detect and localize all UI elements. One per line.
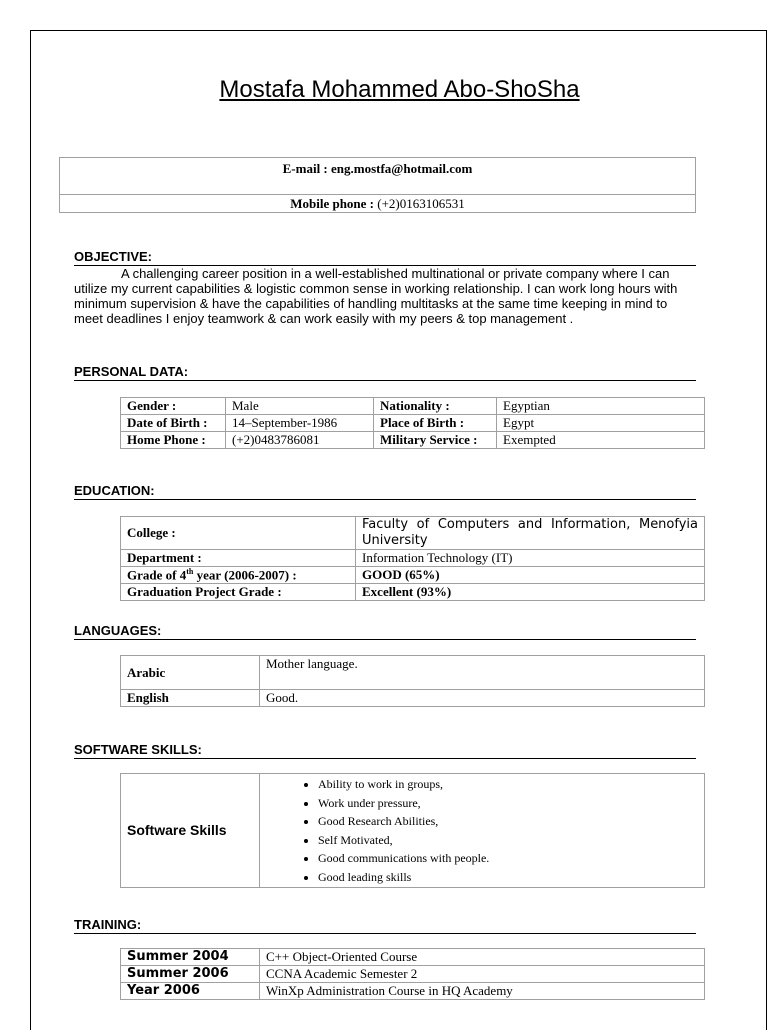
- grade-label-main: Grade of 4: [127, 567, 187, 583]
- language-level: Mother language.: [260, 656, 705, 690]
- objective-text: A challenging career position in a well-established multinational or private company where I can utilize my current capabilities & logistic common sense in working relationship. I can work long hours with minimum supervision & have the capabilities of handling multitasks at the same time keeping in mind to meet deadlines I enjoy teamwork & can work easily with my peers & top management .: [74, 266, 678, 326]
- gender-label: Gender :: [121, 398, 226, 415]
- page-title: Mostafa Mohammed Abo-ShoSha: [219, 76, 580, 103]
- department-label: Department :: [121, 550, 356, 567]
- list-item: • Good communications with people.: [318, 849, 698, 868]
- training-heading: TRAINING:: [74, 917, 696, 934]
- table-row: [121, 983, 705, 1000]
- email-label: E-mail :: [282, 161, 328, 176]
- list-item: • Ability to work in groups,: [318, 775, 698, 794]
- military-value: Exempted: [497, 432, 705, 449]
- software-skills-list: [266, 775, 698, 887]
- software-skills-list-cell: [260, 774, 705, 888]
- pob-value: Egypt: [497, 415, 705, 432]
- training-date: Summer 2004: [121, 949, 260, 966]
- home-phone-value: (+2)0483786081: [226, 432, 374, 449]
- table-row: [121, 949, 705, 966]
- email-row: [60, 158, 695, 195]
- languages-heading: LANGUAGES:: [74, 623, 696, 640]
- training-date: Year 2006: [121, 983, 260, 1000]
- training-course: CCNA Academic Semester 2: [260, 966, 705, 983]
- nationality-value: Egyptian: [497, 398, 705, 415]
- software-skills-label: Software Skills: [121, 774, 260, 888]
- software-skills-heading: SOFTWARE SKILLS:: [74, 742, 696, 759]
- grade-label-rest: year (2006-2007) :: [193, 567, 297, 583]
- software-skills-table: [120, 773, 705, 888]
- phone-row: [60, 194, 695, 213]
- training-course: C++ Object-Oriented Course: [260, 949, 705, 966]
- project-value: Excellent (93%): [356, 584, 705, 601]
- table-row: [121, 774, 705, 888]
- department-value: Information Technology (IT): [356, 550, 705, 567]
- personal-data-heading: PERSONAL DATA:: [74, 364, 696, 381]
- table-row: [121, 656, 705, 690]
- table-row: [121, 584, 705, 601]
- home-phone-label: Home Phone :: [121, 432, 226, 449]
- military-label: Military Service :: [374, 432, 497, 449]
- grade-label: [121, 567, 356, 584]
- list-item: • Self Motivated,: [318, 831, 698, 850]
- phone-value: (+2)0163106531: [377, 196, 465, 211]
- training-course: WinXp Administration Course in HQ Academy: [260, 983, 705, 1000]
- college-value: Faculty of Computers and Information, Menofyia University: [356, 517, 705, 550]
- dob-label: Date of Birth :: [121, 415, 226, 432]
- education-heading: EDUCATION:: [74, 483, 696, 500]
- language-name: Arabic: [121, 656, 260, 690]
- training-table: [120, 948, 705, 1000]
- languages-table: [120, 655, 705, 707]
- grade-label-sup: th: [186, 567, 194, 576]
- list-item: • Good leading skills: [318, 868, 698, 887]
- language-level: Good.: [260, 690, 705, 707]
- email-value: eng.mostfa@hotmail.com: [331, 161, 473, 176]
- gender-value: Male: [226, 398, 374, 415]
- personal-data-table: [120, 397, 705, 449]
- nationality-label: Nationality :: [374, 398, 497, 415]
- training-date: Summer 2006: [121, 966, 260, 983]
- project-label: Graduation Project Grade :: [121, 584, 356, 601]
- list-item: • Good Research Abilities,: [318, 812, 698, 831]
- contact-box: [59, 157, 696, 213]
- grade-value: GOOD (65%): [356, 567, 705, 584]
- college-label: College :: [121, 517, 356, 550]
- table-row: [121, 415, 705, 432]
- table-row: [121, 550, 705, 567]
- phone-label: Mobile phone :: [290, 196, 375, 211]
- table-row: [121, 690, 705, 707]
- table-row: [121, 517, 705, 550]
- education-table: [120, 516, 705, 601]
- pob-label: Place of Birth :: [374, 415, 497, 432]
- objective-heading: OBJECTIVE:: [74, 249, 696, 266]
- table-row: [121, 398, 705, 415]
- table-row: [121, 567, 705, 584]
- table-row: [121, 432, 705, 449]
- list-item: • Work under pressure,: [318, 794, 698, 813]
- table-row: [121, 966, 705, 983]
- language-name: English: [121, 690, 260, 707]
- dob-value: 14–September-1986: [226, 415, 374, 432]
- resume-page: [30, 30, 767, 1030]
